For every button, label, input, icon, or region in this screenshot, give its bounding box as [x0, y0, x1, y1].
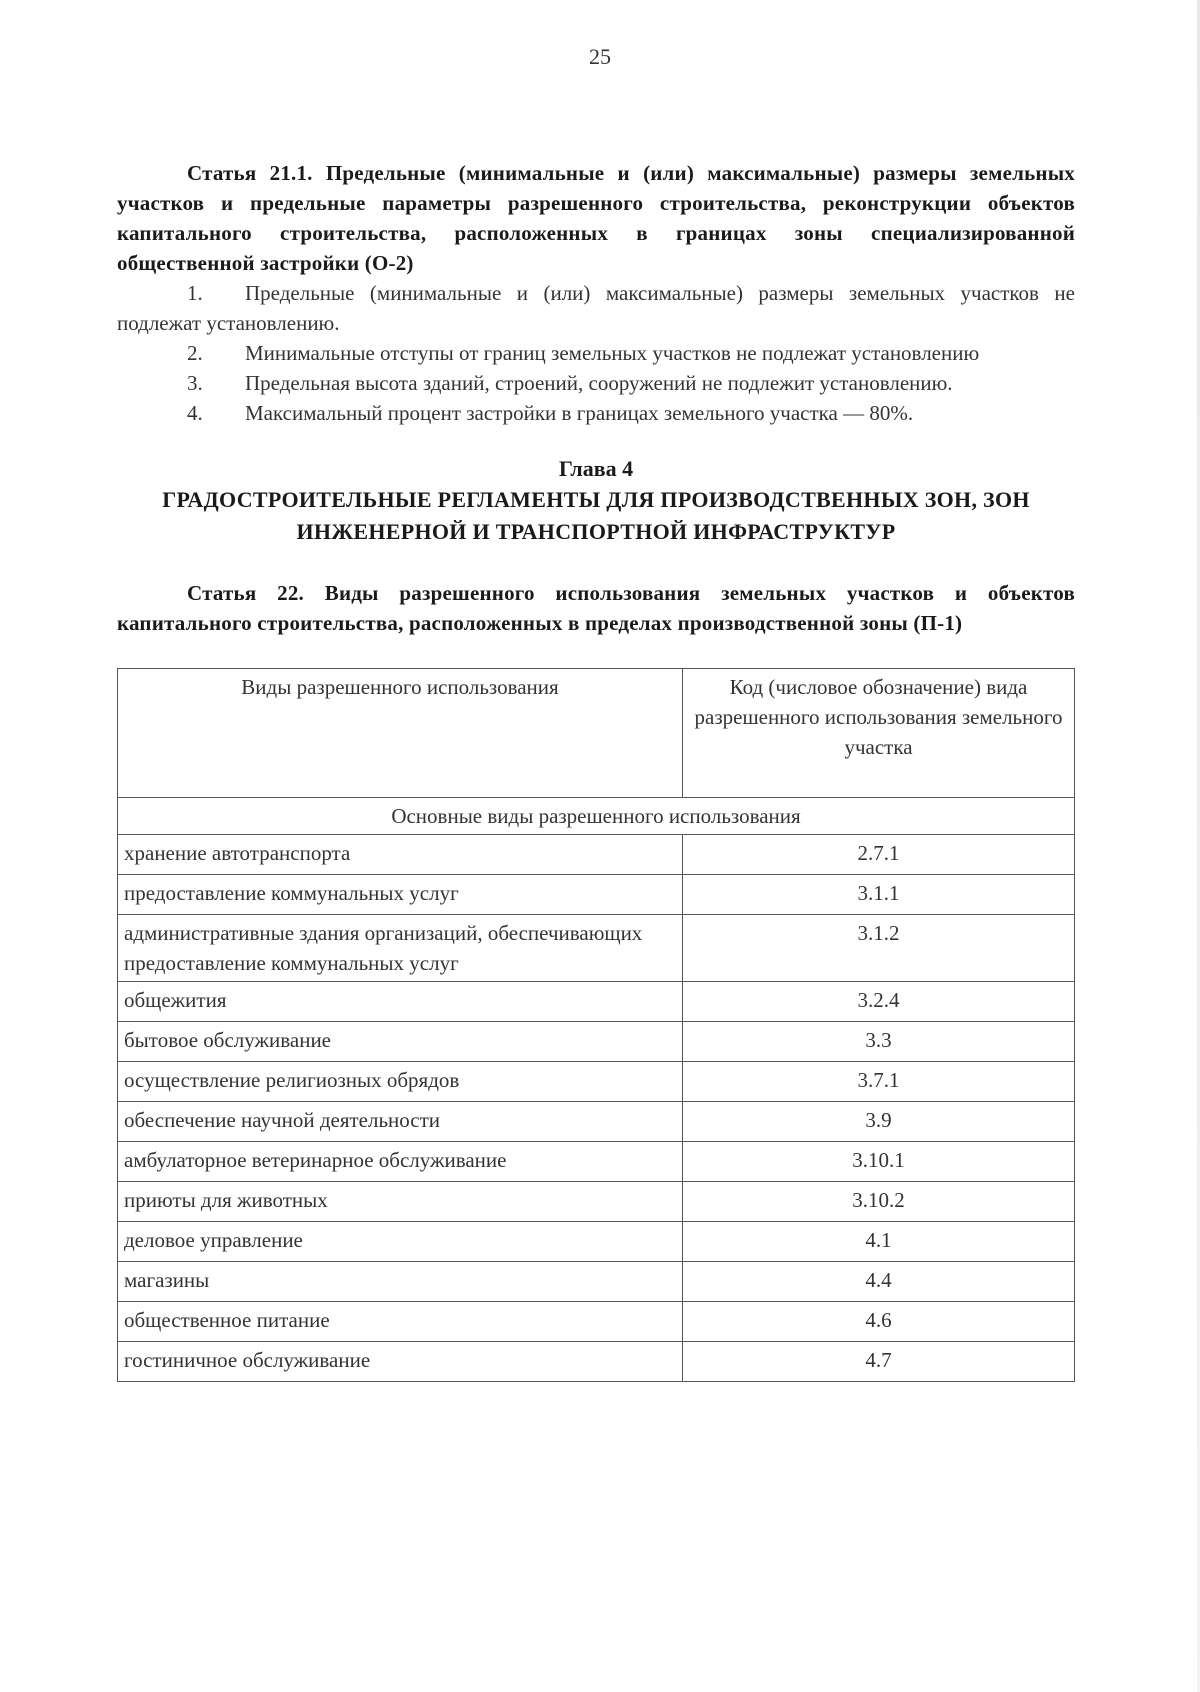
use-type-cell: деловое управление: [118, 1222, 683, 1262]
use-code-cell: 3.3: [683, 1022, 1075, 1062]
table-row: [118, 1022, 1075, 1062]
use-code-cell: 3.7.1: [683, 1062, 1075, 1102]
table-row: [118, 1182, 1075, 1222]
table-row: [118, 1302, 1075, 1342]
use-code-cell: 3.1.1: [683, 875, 1075, 915]
use-code-cell: 3.1.2: [683, 915, 1075, 982]
use-type-cell: магазины: [118, 1262, 683, 1302]
use-code-cell: 4.4: [683, 1262, 1075, 1302]
use-type-cell: амбулаторное ветеринарное обслуживание: [118, 1142, 683, 1182]
use-code-cell: 3.10.2: [683, 1182, 1075, 1222]
table-row: [118, 982, 1075, 1022]
permitted-use-table: [117, 668, 1075, 1382]
item-text: Максимальный процент застройки в границах земельного участка — 80%.: [245, 401, 914, 425]
header-use-type: Виды разрешенного использования: [118, 669, 683, 798]
use-code-cell: 3.2.4: [683, 982, 1075, 1022]
article-item: [117, 278, 1075, 338]
page-number: 25: [589, 44, 611, 69]
item-text: Минимальные отступы от границ земельных участков не подлежат установлению: [245, 341, 980, 365]
article-21-1-title-text: Статья 21.1. Предельные (минимальные и (или) максимальные) размеры земельных участков и предельные параметры разрешенного строительства, реконструкции объектов капитального строительства, расположенных в границах зоны специализированной общественной застройки (О-2): [117, 161, 1075, 275]
use-type-cell: предоставление коммунальных услуг: [118, 875, 683, 915]
table-section-row: [118, 798, 1075, 835]
use-type-cell: обеспечение научной деятельности: [118, 1102, 683, 1142]
use-code-cell: 4.6: [683, 1302, 1075, 1342]
page-content: [117, 158, 1075, 1382]
use-type-cell: общественное питание: [118, 1302, 683, 1342]
section-title: Основные виды разрешенного использования: [118, 798, 1075, 835]
chapter-heading: [117, 454, 1075, 548]
table-row: [118, 875, 1075, 915]
item-number: 3.: [187, 371, 203, 395]
use-code-cell: 4.1: [683, 1222, 1075, 1262]
article-22-title: [117, 578, 1075, 638]
use-type-cell: гостиничное обслуживание: [118, 1342, 683, 1382]
table-header-row: [118, 669, 1075, 798]
use-type-cell: приюты для животных: [118, 1182, 683, 1222]
table-row: [118, 1142, 1075, 1182]
use-code-cell: 3.9: [683, 1102, 1075, 1142]
article-item: [117, 398, 1075, 428]
item-text: Предельные (минимальные и (или) максимальные) размеры земельных участков не подлежат установлению.: [117, 281, 1075, 335]
table-row: [118, 1102, 1075, 1142]
use-code-cell: 4.7: [683, 1342, 1075, 1382]
item-number: 1.: [187, 281, 203, 305]
use-code-cell: 3.10.1: [683, 1142, 1075, 1182]
article-21-1-title: [117, 158, 1075, 278]
article-item: [117, 338, 1075, 368]
item-number: 4.: [187, 401, 203, 425]
use-type-cell: осуществление религиозных обрядов: [118, 1062, 683, 1102]
table-row: [118, 1342, 1075, 1382]
table-row: [118, 1062, 1075, 1102]
use-type-cell: общежития: [118, 982, 683, 1022]
item-text: Предельная высота зданий, строений, сооружений не подлежит установлению.: [245, 371, 953, 395]
use-code-cell: 2.7.1: [683, 835, 1075, 875]
chapter-title: ГРАДОСТРОИТЕЛЬНЫЕ РЕГЛАМЕНТЫ ДЛЯ ПРОИЗВОДСТВЕННЫХ ЗОН, ЗОН ИНЖЕНЕРНОЙ И ТРАНСПОРТНОЙ ИНФРАСТРУКТУР: [162, 487, 1030, 544]
use-type-cell: бытовое обслуживание: [118, 1022, 683, 1062]
table-row: [118, 835, 1075, 875]
use-type-cell: административные здания организаций, обеспечивающих предоставление коммунальных услуг: [118, 915, 683, 982]
chapter-label: Глава 4: [558, 456, 634, 481]
header-code: Код (числовое обозначение) вида разрешенного использования земельного участка: [683, 669, 1075, 798]
item-number: 2.: [187, 341, 203, 365]
use-type-cell: хранение автотранспорта: [118, 835, 683, 875]
table-row: [118, 1222, 1075, 1262]
table-row: [118, 915, 1075, 982]
article-item: [117, 368, 1075, 398]
table-row: [118, 1262, 1075, 1302]
article-21-1-items: [117, 278, 1075, 428]
article-22-title-text: Статья 22. Виды разрешенного использования земельных участков и объектов капитального строительства, расположенных в пределах производственной зоны (П-1): [117, 581, 1075, 635]
